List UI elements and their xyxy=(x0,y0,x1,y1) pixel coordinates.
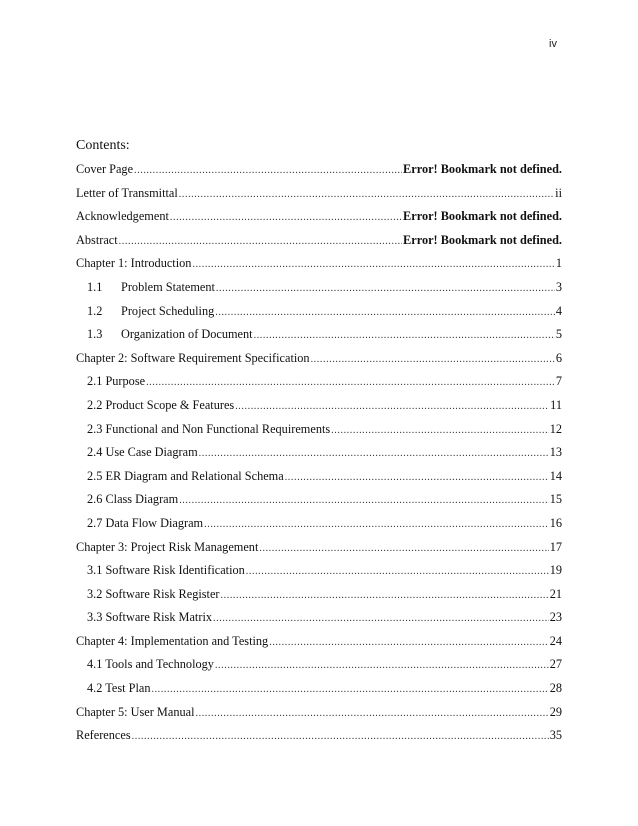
toc-entry-page: 1 xyxy=(555,256,562,271)
toc-entry-title: Chapter 5: User Manual xyxy=(76,704,195,719)
toc-entry-page: 28 xyxy=(549,681,562,696)
toc-entry-title: 3.3 Software Risk Matrix xyxy=(87,610,213,625)
toc-entry-title: 2.5 ER Diagram and Relational Schema xyxy=(87,468,284,483)
toc-entry[interactable] xyxy=(76,327,562,351)
dot-leader xyxy=(216,283,555,294)
toc-entry-title: Abstract xyxy=(76,232,118,247)
toc-entry-page: 3 xyxy=(555,279,562,294)
toc-entry[interactable] xyxy=(76,256,562,280)
toc-entry[interactable] xyxy=(76,587,562,611)
toc-entry[interactable] xyxy=(76,516,562,540)
toc-entry-page: 17 xyxy=(549,539,562,554)
toc-entry-title: 4.2 Test Plan xyxy=(87,681,151,696)
toc-entry-page: 7 xyxy=(555,374,562,389)
dot-leader xyxy=(132,731,549,742)
toc-entry[interactable] xyxy=(76,681,562,705)
toc-entry-page: 11 xyxy=(550,397,562,412)
toc-entry[interactable] xyxy=(76,728,562,752)
toc-entry[interactable] xyxy=(76,540,562,564)
dot-leader xyxy=(269,637,548,648)
toc-entry-number: 1.1 xyxy=(87,279,103,294)
dot-leader xyxy=(151,684,548,695)
toc-entry-title: 2.1 Purpose xyxy=(87,374,146,389)
toc-entry-page: 4 xyxy=(555,303,562,318)
toc-entry-title: Letter of Transmittal xyxy=(76,185,178,200)
toc-entry-page: 24 xyxy=(549,633,562,648)
toc-entry-title: References xyxy=(76,728,131,743)
toc-entry-title: 2.2 Product Scope & Features xyxy=(87,397,235,412)
toc-entry-title: Chapter 4: Implementation and Testing xyxy=(76,633,269,648)
toc-entry[interactable] xyxy=(76,398,562,422)
dot-leader xyxy=(221,590,549,601)
toc-entry-title: Organization of Document xyxy=(121,327,253,342)
toc-entry[interactable] xyxy=(76,657,562,681)
dot-leader xyxy=(235,401,549,412)
toc-entry-title: 3.1 Software Risk Identification xyxy=(87,563,245,578)
toc-entry-title: 2.6 Class Diagram xyxy=(87,492,179,507)
toc-entry[interactable] xyxy=(76,351,562,375)
toc-entry[interactable] xyxy=(76,186,562,210)
toc-entry-page: 19 xyxy=(549,563,562,578)
dot-leader xyxy=(311,354,555,365)
dot-leader xyxy=(259,543,548,554)
toc-entry[interactable] xyxy=(76,304,562,328)
dot-leader xyxy=(192,259,554,270)
dot-leader xyxy=(285,472,549,483)
toc-entry[interactable] xyxy=(76,469,562,493)
dot-leader xyxy=(213,613,549,624)
toc-entry-page: 13 xyxy=(549,445,562,460)
page-number: iv xyxy=(549,38,557,50)
dot-leader xyxy=(146,377,555,388)
toc-entry-title: Cover Page xyxy=(76,162,134,176)
toc-entry-page: Error! Bookmark not defined. xyxy=(403,162,562,176)
toc-entry[interactable] xyxy=(76,422,562,446)
toc-entry-title: Problem Statement xyxy=(121,279,215,294)
toc-entry-title: Chapter 3: Project Risk Management xyxy=(76,539,259,554)
toc-entry[interactable] xyxy=(76,209,562,233)
dot-leader xyxy=(179,495,549,506)
toc-entry[interactable] xyxy=(76,374,562,398)
toc-entry-title: 4.1 Tools and Technology xyxy=(87,657,214,672)
toc-entry-page: 21 xyxy=(549,586,562,601)
dot-leader xyxy=(179,189,554,200)
dot-leader xyxy=(199,448,549,459)
toc-entry-title: Chapter 1: Introduction xyxy=(76,256,192,271)
toc-entry-page: 23 xyxy=(549,610,562,625)
toc-entry-page: Error! Bookmark not defined. xyxy=(403,209,562,224)
toc-entry-number: 1.2 xyxy=(87,303,103,318)
toc-entry-page: ii xyxy=(555,185,562,200)
dot-leader xyxy=(119,236,402,247)
toc-entry-page: 16 xyxy=(549,515,562,530)
toc-entry-title: 2.4 Use Case Diagram xyxy=(87,445,198,460)
toc-entry-page: 6 xyxy=(555,350,562,365)
toc-entry-page: 14 xyxy=(549,468,562,483)
dot-leader xyxy=(215,307,555,318)
toc-entry-title: 2.3 Functional and Non Functional Requirements xyxy=(87,421,331,436)
dot-leader xyxy=(215,660,549,671)
toc-entry[interactable] xyxy=(76,634,562,658)
dot-leader xyxy=(196,708,549,719)
toc-entry-page: 27 xyxy=(549,657,562,672)
toc-entry-title: 2.7 Data Flow Diagram xyxy=(87,515,204,530)
dot-leader xyxy=(246,566,549,577)
toc-entry-page: 29 xyxy=(549,704,562,719)
toc-entry-page: 15 xyxy=(549,492,562,507)
toc-entry-page: Error! Bookmark not defined. xyxy=(403,232,562,247)
toc-entry[interactable] xyxy=(76,233,562,257)
toc-entry[interactable] xyxy=(76,280,562,304)
toc-entry-page: 35 xyxy=(549,728,562,743)
toc-entry-title: Project Scheduling xyxy=(121,303,215,318)
toc-entry[interactable] xyxy=(76,610,562,634)
toc-entry[interactable] xyxy=(76,162,562,186)
toc-entry[interactable] xyxy=(76,705,562,729)
toc-entry[interactable] xyxy=(76,445,562,469)
toc-entry-title: Acknowledgement xyxy=(76,209,169,224)
toc-entry[interactable] xyxy=(76,563,562,587)
dot-leader xyxy=(254,330,555,341)
toc-entry-number: 1.3 xyxy=(87,327,103,342)
toc-entry-title: Chapter 2: Software Requirement Specification xyxy=(76,350,310,365)
toc-entry-page: 12 xyxy=(549,421,562,436)
table-of-contents xyxy=(76,162,562,752)
dot-leader xyxy=(204,519,549,530)
dot-leader xyxy=(331,425,549,436)
dot-leader xyxy=(170,212,402,223)
dot-leader xyxy=(134,165,402,176)
toc-heading: Contents: xyxy=(76,138,130,153)
toc-entry[interactable] xyxy=(76,492,562,516)
toc-entry-title: 3.2 Software Risk Register xyxy=(87,586,220,601)
toc-entry-page: 5 xyxy=(555,327,562,342)
